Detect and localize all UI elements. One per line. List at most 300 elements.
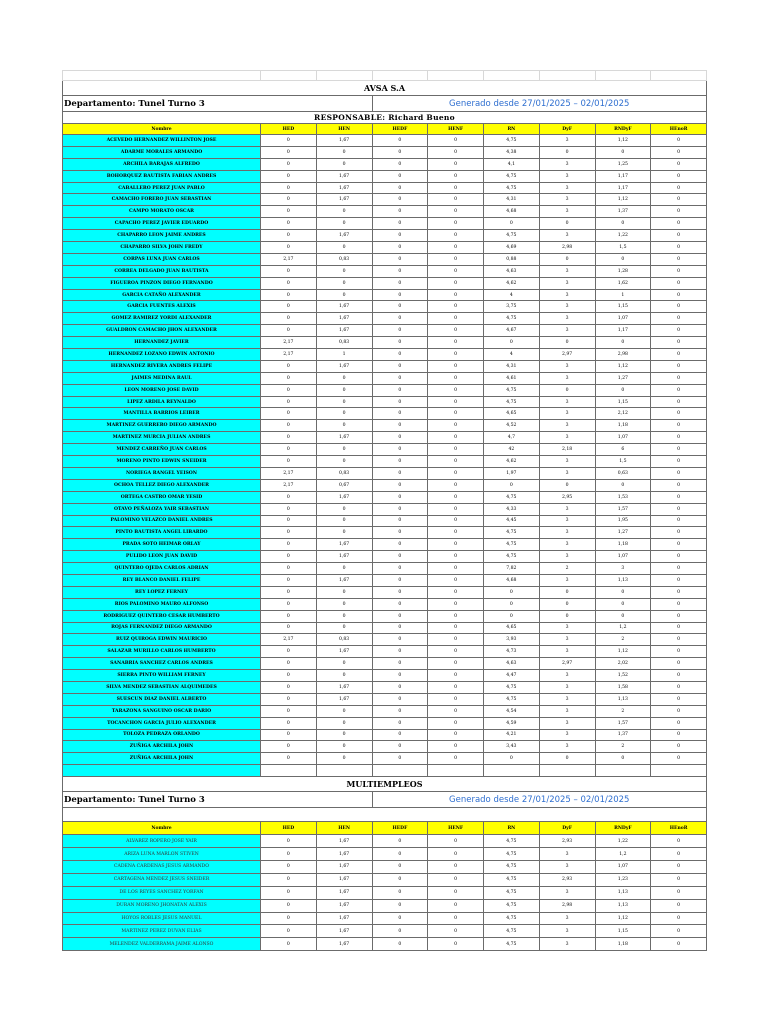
value-cell: 1,07 xyxy=(595,432,651,444)
value-cell: 2 xyxy=(595,705,651,717)
value-cell: 1,67 xyxy=(316,574,372,586)
value-cell: 1,27 xyxy=(595,372,651,384)
value-cell: 0 xyxy=(651,729,707,741)
value-cell: 1,18 xyxy=(595,539,651,551)
value-cell: 0 xyxy=(261,658,317,670)
value-cell: 3 xyxy=(539,622,595,634)
value-cell: 2,98 xyxy=(539,899,595,912)
value-cell: 0 xyxy=(372,622,428,634)
value-cell: 0 xyxy=(651,912,707,925)
value-cell: 0 xyxy=(651,146,707,158)
value-cell: 0 xyxy=(316,658,372,670)
value-cell: 0 xyxy=(372,444,428,456)
employee-name-cell: BOHORQUEZ BAUTISTA FABIAN ANDRES xyxy=(63,170,261,182)
value-cell: 1,07 xyxy=(595,313,651,325)
value-cell: 0 xyxy=(428,253,484,265)
value-cell: 1,12 xyxy=(595,135,651,147)
value-cell: 0 xyxy=(651,551,707,563)
value-cell: 2,98 xyxy=(539,242,595,254)
value-cell: 3 xyxy=(539,170,595,182)
value-cell: 0 xyxy=(539,146,595,158)
value-cell: 0 xyxy=(595,610,651,622)
value-cell: 0 xyxy=(595,337,651,349)
value-cell: 3 xyxy=(539,938,595,951)
value-cell: 0 xyxy=(261,384,317,396)
value-cell: 0 xyxy=(372,670,428,682)
value-cell: 0,83 xyxy=(316,337,372,349)
value-cell: 0 xyxy=(651,372,707,384)
value-cell: 1,52 xyxy=(595,670,651,682)
table-row xyxy=(63,146,707,158)
value-cell: 1,67 xyxy=(316,301,372,313)
value-cell: 1,07 xyxy=(595,860,651,873)
value-cell: 0 xyxy=(651,444,707,456)
employee-name-cell: CADENA CARDENAS JESUS ARMANDO xyxy=(63,860,261,873)
table-row xyxy=(63,503,707,515)
employee-name-cell: HERNANDEZ RIVERA ANDRES FELIPE xyxy=(63,360,261,372)
value-cell: 1,67 xyxy=(316,432,372,444)
table-row xyxy=(63,182,707,194)
value-cell: 0 xyxy=(261,182,317,194)
value-cell: 3 xyxy=(539,693,595,705)
value-cell: 0 xyxy=(428,396,484,408)
employee-name-cell: TOCANCHON GARCIA JULIO ALEXANDER xyxy=(63,717,261,729)
value-cell: 0 xyxy=(651,848,707,861)
employee-name-cell: QUINTERO OJEDA CARLOS ADRIAN xyxy=(63,563,261,575)
value-cell: 1,37 xyxy=(595,206,651,218)
value-cell: 0 xyxy=(428,158,484,170)
employee-name-cell: DE LOS REYES SANCHEZ YORFAN xyxy=(63,886,261,899)
value-cell: 0 xyxy=(651,313,707,325)
column-header: HEDF xyxy=(372,124,428,135)
value-cell: 3 xyxy=(539,420,595,432)
value-cell: 1,13 xyxy=(595,899,651,912)
value-cell: 0 xyxy=(428,848,484,861)
overtime-report-table xyxy=(62,70,707,951)
value-cell: 1,27 xyxy=(595,527,651,539)
value-cell: 0 xyxy=(261,563,317,575)
value-cell: 3 xyxy=(539,277,595,289)
value-cell: 0 xyxy=(316,586,372,598)
value-cell: 0 xyxy=(651,230,707,242)
value-cell: 2,17 xyxy=(261,479,317,491)
column-header: HED xyxy=(261,822,317,835)
value-cell: 4,33 xyxy=(484,503,540,515)
value-cell: 0 xyxy=(372,420,428,432)
value-cell: 0 xyxy=(316,622,372,634)
value-cell: 0 xyxy=(316,289,372,301)
value-cell: 1,22 xyxy=(595,230,651,242)
employee-name-cell: ZUÑIGA ARCHILA JOHN xyxy=(63,753,261,765)
value-cell: 0 xyxy=(428,491,484,503)
value-cell: 0 xyxy=(428,337,484,349)
value-cell: 4,75 xyxy=(484,938,540,951)
table-row xyxy=(63,372,707,384)
value-cell: 0 xyxy=(651,158,707,170)
value-cell: 4,75 xyxy=(484,396,540,408)
employee-name-cell: FIGUEROA PINZON DIEGO FERNANDO xyxy=(63,277,261,289)
value-cell: 1,2 xyxy=(595,848,651,861)
value-cell: 0 xyxy=(651,925,707,938)
value-cell: 0 xyxy=(372,860,428,873)
value-cell: 0 xyxy=(428,835,484,848)
responsible-row xyxy=(63,112,707,124)
value-cell: 0 xyxy=(651,503,707,515)
value-cell: 0 xyxy=(316,444,372,456)
value-cell: 1,17 xyxy=(595,170,651,182)
value-cell: 0 xyxy=(484,479,540,491)
value-cell: 0 xyxy=(261,741,317,753)
value-cell: 0 xyxy=(372,289,428,301)
value-cell: 0 xyxy=(484,598,540,610)
value-cell: 0,83 xyxy=(316,253,372,265)
value-cell: 0 xyxy=(372,396,428,408)
column-header: HED xyxy=(261,124,317,135)
value-cell: 0 xyxy=(428,886,484,899)
value-cell: 2,98 xyxy=(595,349,651,361)
value-cell: 0 xyxy=(372,384,428,396)
value-cell: 0 xyxy=(372,515,428,527)
value-cell: 2 xyxy=(539,563,595,575)
value-cell: 3 xyxy=(539,539,595,551)
value-cell: 0 xyxy=(651,242,707,254)
value-cell: 0 xyxy=(261,717,317,729)
value-cell: 0 xyxy=(428,265,484,277)
value-cell: 0 xyxy=(261,289,317,301)
value-cell: 0 xyxy=(651,634,707,646)
value-cell: 0 xyxy=(428,372,484,384)
employee-name-cell: JAIMES MEDINA RAUL xyxy=(63,372,261,384)
value-cell: 0 xyxy=(372,218,428,230)
value-cell: 0 xyxy=(372,646,428,658)
value-cell: 0 xyxy=(372,741,428,753)
value-cell: 0 xyxy=(651,456,707,468)
value-cell: 0 xyxy=(261,432,317,444)
value-cell: 0 xyxy=(372,360,428,372)
company-name: AVSA S.A xyxy=(63,81,707,96)
employee-name-cell: CAMACHO FORERO JUAN SEBASTIAN xyxy=(63,194,261,206)
value-cell: 3 xyxy=(539,634,595,646)
value-cell: 0 xyxy=(428,349,484,361)
value-cell: 0 xyxy=(372,182,428,194)
value-cell: 3 xyxy=(539,681,595,693)
value-cell: 1,13 xyxy=(595,574,651,586)
value-cell: 0 xyxy=(651,432,707,444)
column-header: Nombre xyxy=(63,124,261,135)
value-cell: 0 xyxy=(651,218,707,230)
table-row xyxy=(63,456,707,468)
value-cell: 0 xyxy=(372,925,428,938)
value-cell: 0 xyxy=(428,938,484,951)
value-cell: 7,82 xyxy=(484,563,540,575)
value-cell: 0 xyxy=(651,658,707,670)
value-cell: 3 xyxy=(539,467,595,479)
value-cell: 4,75 xyxy=(484,693,540,705)
table-row xyxy=(63,432,707,444)
table-row xyxy=(63,337,707,349)
value-cell: 0 xyxy=(372,729,428,741)
table-row xyxy=(63,586,707,598)
table-row xyxy=(63,301,707,313)
value-cell: 0 xyxy=(372,527,428,539)
value-cell: 4,62 xyxy=(484,277,540,289)
value-cell: 0 xyxy=(261,693,317,705)
value-cell: 1,67 xyxy=(316,646,372,658)
value-cell: 4,47 xyxy=(484,670,540,682)
value-cell: 0 xyxy=(595,753,651,765)
value-cell: 1,22 xyxy=(595,835,651,848)
table-row xyxy=(63,563,707,575)
value-cell: 0 xyxy=(428,182,484,194)
value-cell: 0 xyxy=(316,456,372,468)
employee-name-cell: ZUÑIGA ARCHILA JOHN xyxy=(63,741,261,753)
value-cell: 4,65 xyxy=(484,408,540,420)
value-cell: 0 xyxy=(428,170,484,182)
value-cell: 3 xyxy=(539,515,595,527)
value-cell: 0 xyxy=(539,218,595,230)
table-row xyxy=(63,289,707,301)
table-row xyxy=(63,420,707,432)
value-cell: 3 xyxy=(539,158,595,170)
value-cell: 6 xyxy=(595,444,651,456)
value-cell: 0 xyxy=(316,610,372,622)
value-cell: 0 xyxy=(261,610,317,622)
value-cell: 0 xyxy=(316,372,372,384)
employee-name-cell: RODRIGUEZ QUINTERO CESAR HUMBERTO xyxy=(63,610,261,622)
value-cell: 0 xyxy=(372,848,428,861)
employee-name-cell: SILVA MENDEZ SEBASTIAN ALQUIMEDES xyxy=(63,681,261,693)
value-cell: 0 xyxy=(539,610,595,622)
department-label: Departamento: Tunel Turno 3 xyxy=(63,792,373,808)
table-row xyxy=(63,313,707,325)
value-cell: 1,67 xyxy=(316,170,372,182)
table-row xyxy=(63,396,707,408)
value-cell: 4,75 xyxy=(484,527,540,539)
value-cell: 0 xyxy=(261,146,317,158)
table-row xyxy=(63,170,707,182)
table-row xyxy=(63,873,707,886)
value-cell: 0 xyxy=(539,337,595,349)
table-row xyxy=(63,634,707,646)
value-cell: 3 xyxy=(539,432,595,444)
value-cell: 0 xyxy=(316,705,372,717)
value-cell: 0 xyxy=(428,539,484,551)
value-cell: 1,67 xyxy=(316,491,372,503)
value-cell: 4,31 xyxy=(484,194,540,206)
value-cell: 2,02 xyxy=(595,658,651,670)
value-cell: 3 xyxy=(539,301,595,313)
column-header: RNDyF xyxy=(595,124,651,135)
table-row xyxy=(63,729,707,741)
value-cell: 0 xyxy=(428,313,484,325)
table-row xyxy=(63,158,707,170)
value-cell: 3 xyxy=(539,925,595,938)
value-cell: 0 xyxy=(651,467,707,479)
employee-name-cell: MORENO PINTO EDWIN SNEIDER xyxy=(63,456,261,468)
value-cell: 0 xyxy=(316,717,372,729)
table-row xyxy=(63,242,707,254)
value-cell: 0 xyxy=(428,860,484,873)
employee-name-cell: ARIZA LUNA MARLON STIVEN xyxy=(63,848,261,861)
value-cell: 0 xyxy=(372,194,428,206)
value-cell: 4,75 xyxy=(484,230,540,242)
value-cell: 1,57 xyxy=(595,503,651,515)
value-cell: 0 xyxy=(651,408,707,420)
value-cell: 3,43 xyxy=(484,741,540,753)
value-cell: 0 xyxy=(651,574,707,586)
value-cell: 1,67 xyxy=(316,360,372,372)
value-cell: 0 xyxy=(651,479,707,491)
value-cell: 4,45 xyxy=(484,515,540,527)
table-row xyxy=(63,717,707,729)
value-cell: 4,67 xyxy=(484,325,540,337)
value-cell: 0 xyxy=(261,515,317,527)
table-row xyxy=(63,646,707,658)
value-cell: 0 xyxy=(595,253,651,265)
value-cell: 3 xyxy=(539,705,595,717)
employee-name-cell: ORTEGA CASTRO OMAR YESID xyxy=(63,491,261,503)
value-cell: 1,67 xyxy=(316,539,372,551)
generated-range: Generado desde 27/01/2025 – 02/01/2025 xyxy=(372,792,707,808)
employee-name-cell: REY LOPEZ FERNEY xyxy=(63,586,261,598)
value-cell: 3 xyxy=(539,574,595,586)
value-cell: 3 xyxy=(539,325,595,337)
value-cell: 0 xyxy=(651,170,707,182)
department-row xyxy=(63,792,707,808)
table-row xyxy=(63,886,707,899)
value-cell: 1,18 xyxy=(595,420,651,432)
value-cell: 0 xyxy=(372,873,428,886)
value-cell: 1,67 xyxy=(316,313,372,325)
value-cell: 0 xyxy=(651,705,707,717)
value-cell: 1,67 xyxy=(316,848,372,861)
value-cell: 0 xyxy=(372,135,428,147)
value-cell: 4,68 xyxy=(484,574,540,586)
value-cell: 3 xyxy=(539,360,595,372)
employee-name-cell: SIERRA PINTO WILLIAM FERNEY xyxy=(63,670,261,682)
value-cell: 0 xyxy=(261,420,317,432)
value-cell: 1,5 xyxy=(595,456,651,468)
value-cell: 0 xyxy=(372,158,428,170)
employee-name-cell: CHAPARRO LEON JAIME ANDRES xyxy=(63,230,261,242)
value-cell: 0 xyxy=(428,384,484,396)
value-cell: 4,63 xyxy=(484,265,540,277)
employee-name-cell: SANABRIA SANCHEZ CARLOS ANDRES xyxy=(63,658,261,670)
value-cell: 0 xyxy=(372,539,428,551)
value-cell: 0 xyxy=(428,622,484,634)
value-cell: 0 xyxy=(261,886,317,899)
value-cell: 0 xyxy=(372,146,428,158)
table-row xyxy=(63,444,707,456)
value-cell: 2,17 xyxy=(261,634,317,646)
value-cell: 0 xyxy=(261,705,317,717)
value-cell: 0 xyxy=(316,218,372,230)
value-cell: 4,69 xyxy=(484,242,540,254)
table-row xyxy=(63,467,707,479)
value-cell: 4,62 xyxy=(484,456,540,468)
value-cell: 0 xyxy=(261,277,317,289)
value-cell: 2,93 xyxy=(539,873,595,886)
value-cell: 2,17 xyxy=(261,337,317,349)
value-cell: 0,67 xyxy=(316,479,372,491)
value-cell: 0 xyxy=(651,598,707,610)
value-cell: 1,12 xyxy=(595,912,651,925)
value-cell: 2,17 xyxy=(261,349,317,361)
value-cell: 2,17 xyxy=(261,253,317,265)
employee-name-cell: ALVAREZ ROPERO JOSE YAIR xyxy=(63,835,261,848)
value-cell: 2 xyxy=(595,741,651,753)
value-cell: 3 xyxy=(539,860,595,873)
employee-name-cell: ADARME MORALES ARMANDO xyxy=(63,146,261,158)
value-cell: 1 xyxy=(316,349,372,361)
value-cell: 0 xyxy=(372,563,428,575)
value-cell: 1,62 xyxy=(595,277,651,289)
value-cell: 0 xyxy=(428,753,484,765)
value-cell: 0 xyxy=(316,527,372,539)
value-cell: 0 xyxy=(316,563,372,575)
column-header-row xyxy=(63,822,707,835)
value-cell: 0 xyxy=(595,598,651,610)
value-cell: 0 xyxy=(651,360,707,372)
value-cell: 0 xyxy=(261,206,317,218)
company-name: MULTIEMPLEOS xyxy=(63,777,707,792)
value-cell: 0 xyxy=(316,158,372,170)
value-cell: 0 xyxy=(261,670,317,682)
value-cell: 0 xyxy=(372,705,428,717)
value-cell: 3 xyxy=(539,230,595,242)
value-cell: 0 xyxy=(428,717,484,729)
value-cell: 0 xyxy=(316,146,372,158)
value-cell: 4,75 xyxy=(484,899,540,912)
table-row xyxy=(63,860,707,873)
value-cell: 3 xyxy=(539,194,595,206)
table-row xyxy=(63,681,707,693)
value-cell: 1,67 xyxy=(316,551,372,563)
value-cell: 4,61 xyxy=(484,372,540,384)
value-cell: 3 xyxy=(539,527,595,539)
employee-name-cell: PINTO BAUTISTA ANGEL LIBARDO xyxy=(63,527,261,539)
value-cell: 0 xyxy=(428,146,484,158)
value-cell: 0 xyxy=(428,598,484,610)
value-cell: 1,12 xyxy=(595,360,651,372)
value-cell: 1,18 xyxy=(595,938,651,951)
value-cell: 0 xyxy=(428,912,484,925)
value-cell: 0 xyxy=(261,860,317,873)
value-cell: 0 xyxy=(651,349,707,361)
column-header: HEDF xyxy=(372,822,428,835)
employee-name-cell: MELENDEZ VALDERRAMA JAIME ALONSO xyxy=(63,938,261,951)
value-cell: 0 xyxy=(651,301,707,313)
value-cell: 0 xyxy=(261,158,317,170)
employee-name-cell: ARCHILA BARAJAS ALFREDO xyxy=(63,158,261,170)
table-row xyxy=(63,206,707,218)
value-cell: 0 xyxy=(651,586,707,598)
table-row xyxy=(63,218,707,230)
value-cell: 0 xyxy=(261,408,317,420)
employee-name-cell: MARTINEZ PEREZ DUVAN ELIAS xyxy=(63,925,261,938)
table-row xyxy=(63,230,707,242)
column-header: RNDyF xyxy=(595,822,651,835)
value-cell: 0 xyxy=(651,860,707,873)
department-row xyxy=(63,96,707,112)
value-cell: 0 xyxy=(428,610,484,622)
value-cell: 0 xyxy=(261,835,317,848)
value-cell: 0 xyxy=(261,444,317,456)
value-cell: 0 xyxy=(372,610,428,622)
value-cell: 0 xyxy=(651,938,707,951)
value-cell: 1,17 xyxy=(595,325,651,337)
table-row xyxy=(63,349,707,361)
